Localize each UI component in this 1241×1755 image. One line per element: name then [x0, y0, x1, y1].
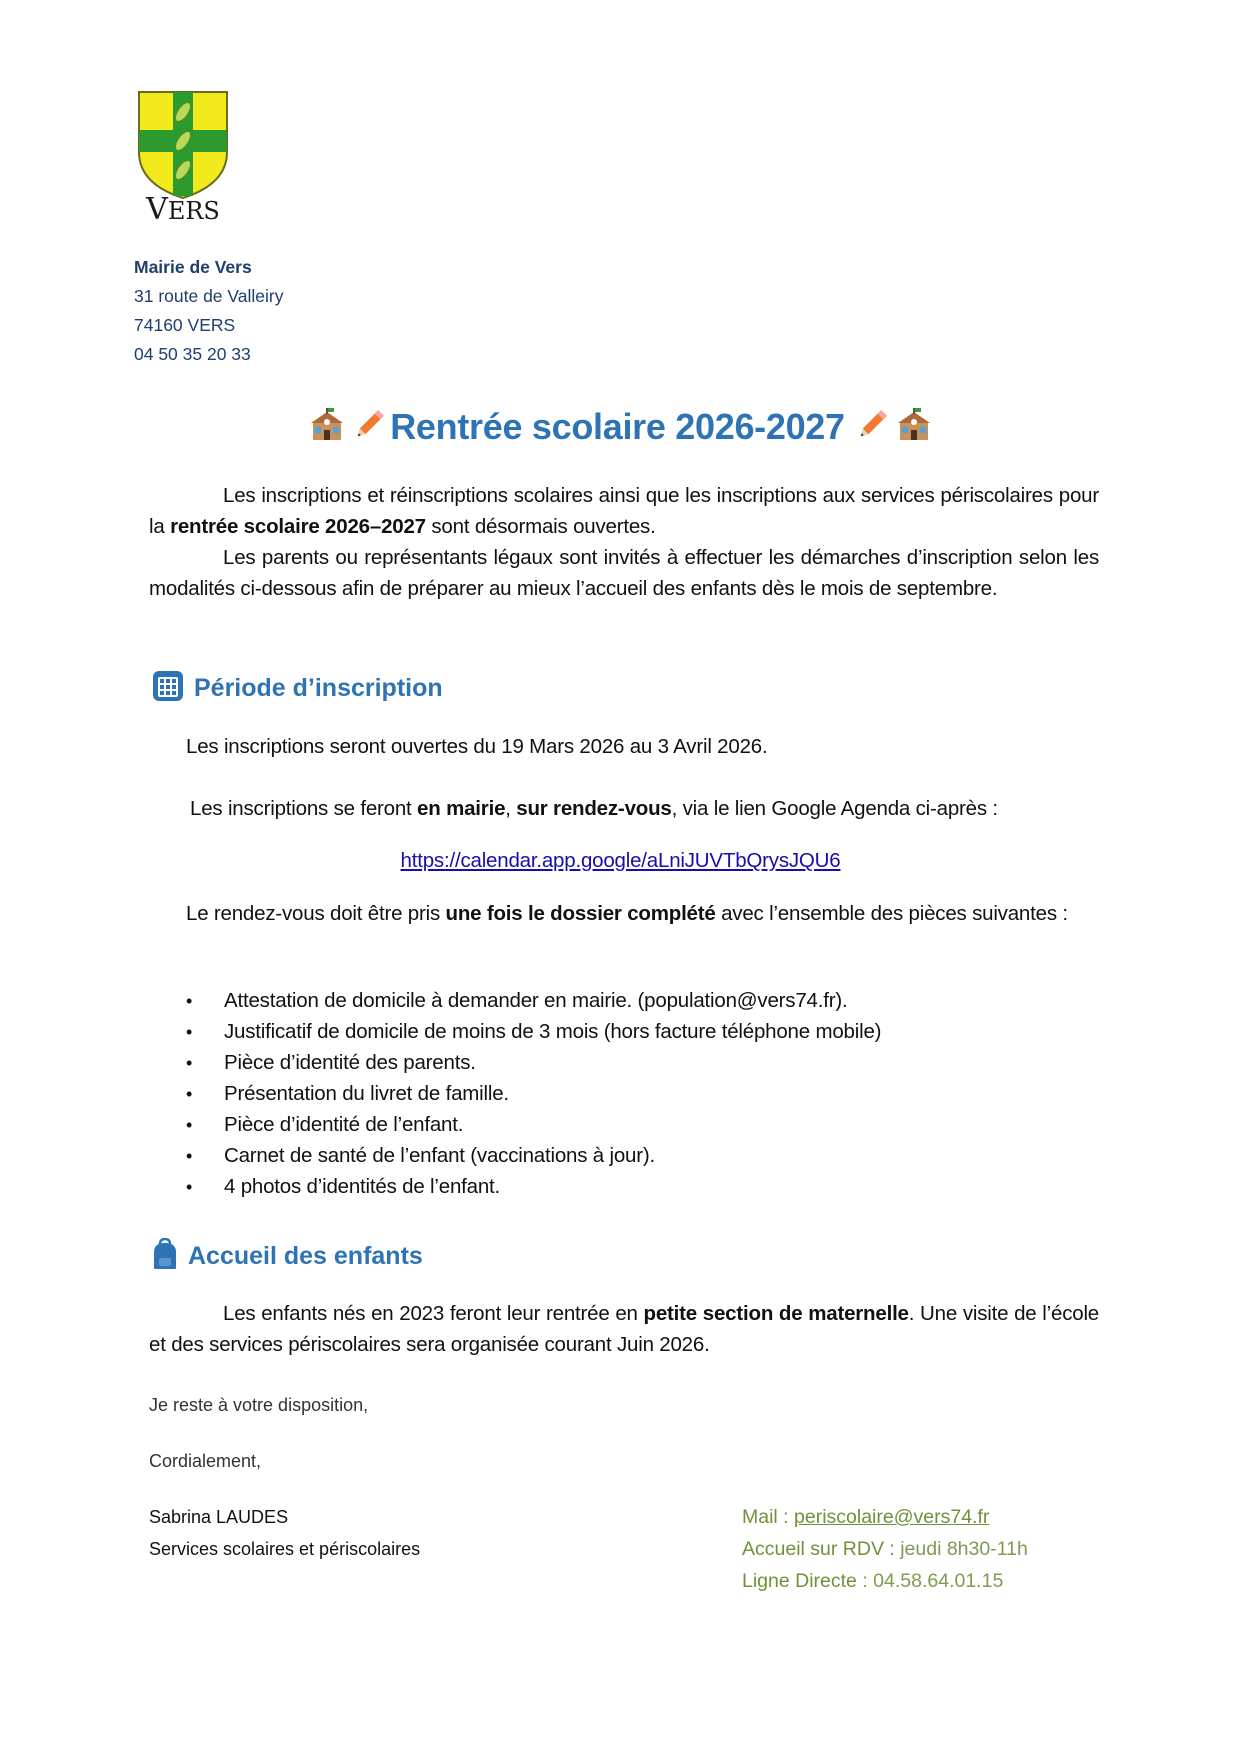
phone-value: 04.58.64.01.15 [873, 1570, 1004, 1592]
school-icon [897, 408, 931, 451]
svg-text:VERS: VERS [146, 192, 220, 222]
closing-availability: Je reste à votre disposition, [149, 1395, 369, 1415]
rdv-bold-mairie: en mairie [417, 797, 506, 820]
pencil-icon [352, 408, 386, 451]
vers-coat-of-arms-logo [133, 88, 233, 222]
mail-link[interactable]: periscolaire@vers74.fr [794, 1506, 990, 1528]
rdv-separator: , [505, 797, 517, 820]
documents-paragraph [149, 898, 1099, 929]
welcome-bold: petite section de maternelle [643, 1302, 909, 1325]
school-icon [310, 408, 344, 451]
list-item-text: Pièce d’identité des parents. [224, 1051, 476, 1074]
intro-paragraph-1 [149, 480, 1099, 542]
list-item-text: 4 photos d’identités de l’enfant. [224, 1175, 501, 1198]
list-item: • Carnet de santé de l’enfant (vaccinations à jour). [186, 1144, 656, 1167]
google-calendar-link[interactable]: https://calendar.app.google/aLniJUVTbQrysJQU6 [400, 849, 841, 872]
list-item-text: Présentation du livret de famille. [224, 1082, 509, 1105]
sender-phone: 04 50 35 20 33 [134, 344, 251, 364]
contact-phone [742, 1570, 1003, 1593]
backpack-icon [152, 1238, 178, 1277]
list-item-text: Justificatif de domicile de moins de 3 mois (hors facture téléphone mobile) [224, 1020, 882, 1043]
intro-p2-text: Les parents ou représentants légaux sont invités à effectuer les démarches d’inscription selon les modalités ci-dessous afin de préparer au mieux l’accueil des enfants dès le mois de septembre. [149, 546, 1099, 600]
list-item: • Attestation de domicile à demander en mairie. (population@vers74.fr). [186, 989, 848, 1012]
intro-p1-end: sont désormais ouvertes. [425, 515, 656, 538]
intro-paragraph-2 [149, 542, 1099, 604]
signer-department: Services scolaires et périscolaires [149, 1539, 421, 1559]
pencil-icon [855, 408, 889, 451]
hours-value: jeudi 8h30-11h [900, 1538, 1028, 1560]
intro-p1-bold: rentrée scolaire 2026–2027 [170, 515, 426, 538]
rdv-text: Les inscriptions se feront [190, 797, 418, 820]
welcome-text-end: . Une visite de l’école et des services périscolaires sera organisée courant Juin 2026. [149, 1302, 1099, 1356]
docs-bold: une fois le dossier complété [445, 902, 716, 925]
heading-text: Accueil des enfants [188, 1242, 423, 1271]
rdv-text-end: , via le lien Google Agenda ci-après : [671, 797, 998, 820]
list-item-text: Pièce d’identité de l’enfant. [224, 1113, 464, 1136]
section-heading-period [152, 670, 443, 709]
rdv-bold-appointment: sur rendez-vous [516, 797, 672, 820]
sender-city: 74160 VERS [134, 315, 236, 335]
registration-method [190, 797, 998, 821]
welcome-paragraph [149, 1298, 1099, 1360]
page-title [0, 406, 1241, 451]
list-item: • 4 photos d’identités de l’enfant. [186, 1175, 501, 1198]
phone-separator: : [856, 1570, 874, 1592]
registration-dates: Les inscriptions seront ouvertes du 19 Mars 2026 au 3 Avril 2026. [186, 735, 768, 758]
title-text: Rentrée scolaire 2026-2027 [390, 406, 845, 447]
welcome-text: Les enfants nés en 2023 feront leur rentrée en [223, 1302, 644, 1325]
docs-text-end: avec l’ensemble des pièces suivantes : [715, 902, 1068, 925]
mail-label: Mail : [742, 1506, 795, 1528]
sender-street: 31 route de Valleiry [134, 286, 284, 306]
list-item: • Pièce d’identité de l’enfant. [186, 1113, 464, 1136]
contact-hours [742, 1538, 1028, 1561]
list-item-text: Attestation de domicile à demander en mairie. (population@vers74.fr). [224, 989, 848, 1012]
intro-p1-text: Les inscriptions et réinscriptions scolaires ainsi que les inscriptions aux services périscolaires pour la [149, 484, 1099, 538]
calendar-icon [152, 670, 184, 709]
docs-text: Le rendez-vous doit être pris [186, 902, 446, 925]
phone-label: Ligne Directe [742, 1570, 857, 1592]
list-item: • Justificatif de domicile de moins de 3 mois (hors facture téléphone mobile) [186, 1020, 882, 1043]
heading-text: Période d’inscription [194, 674, 443, 703]
list-item-text: Carnet de santé de l’enfant (vaccinations à jour). [224, 1144, 656, 1167]
hours-label: Accueil sur RDV : [742, 1538, 901, 1560]
signer-name: Sabrina LAUDES [149, 1507, 289, 1527]
list-item: • Pièce d’identité des parents. [186, 1051, 476, 1074]
section-heading-welcome [152, 1238, 423, 1277]
contact-mail [742, 1506, 989, 1529]
list-item: • Présentation du livret de famille. [186, 1082, 509, 1105]
closing-regards: Cordialement, [149, 1451, 262, 1471]
sender-name: Mairie de Vers [134, 257, 252, 277]
